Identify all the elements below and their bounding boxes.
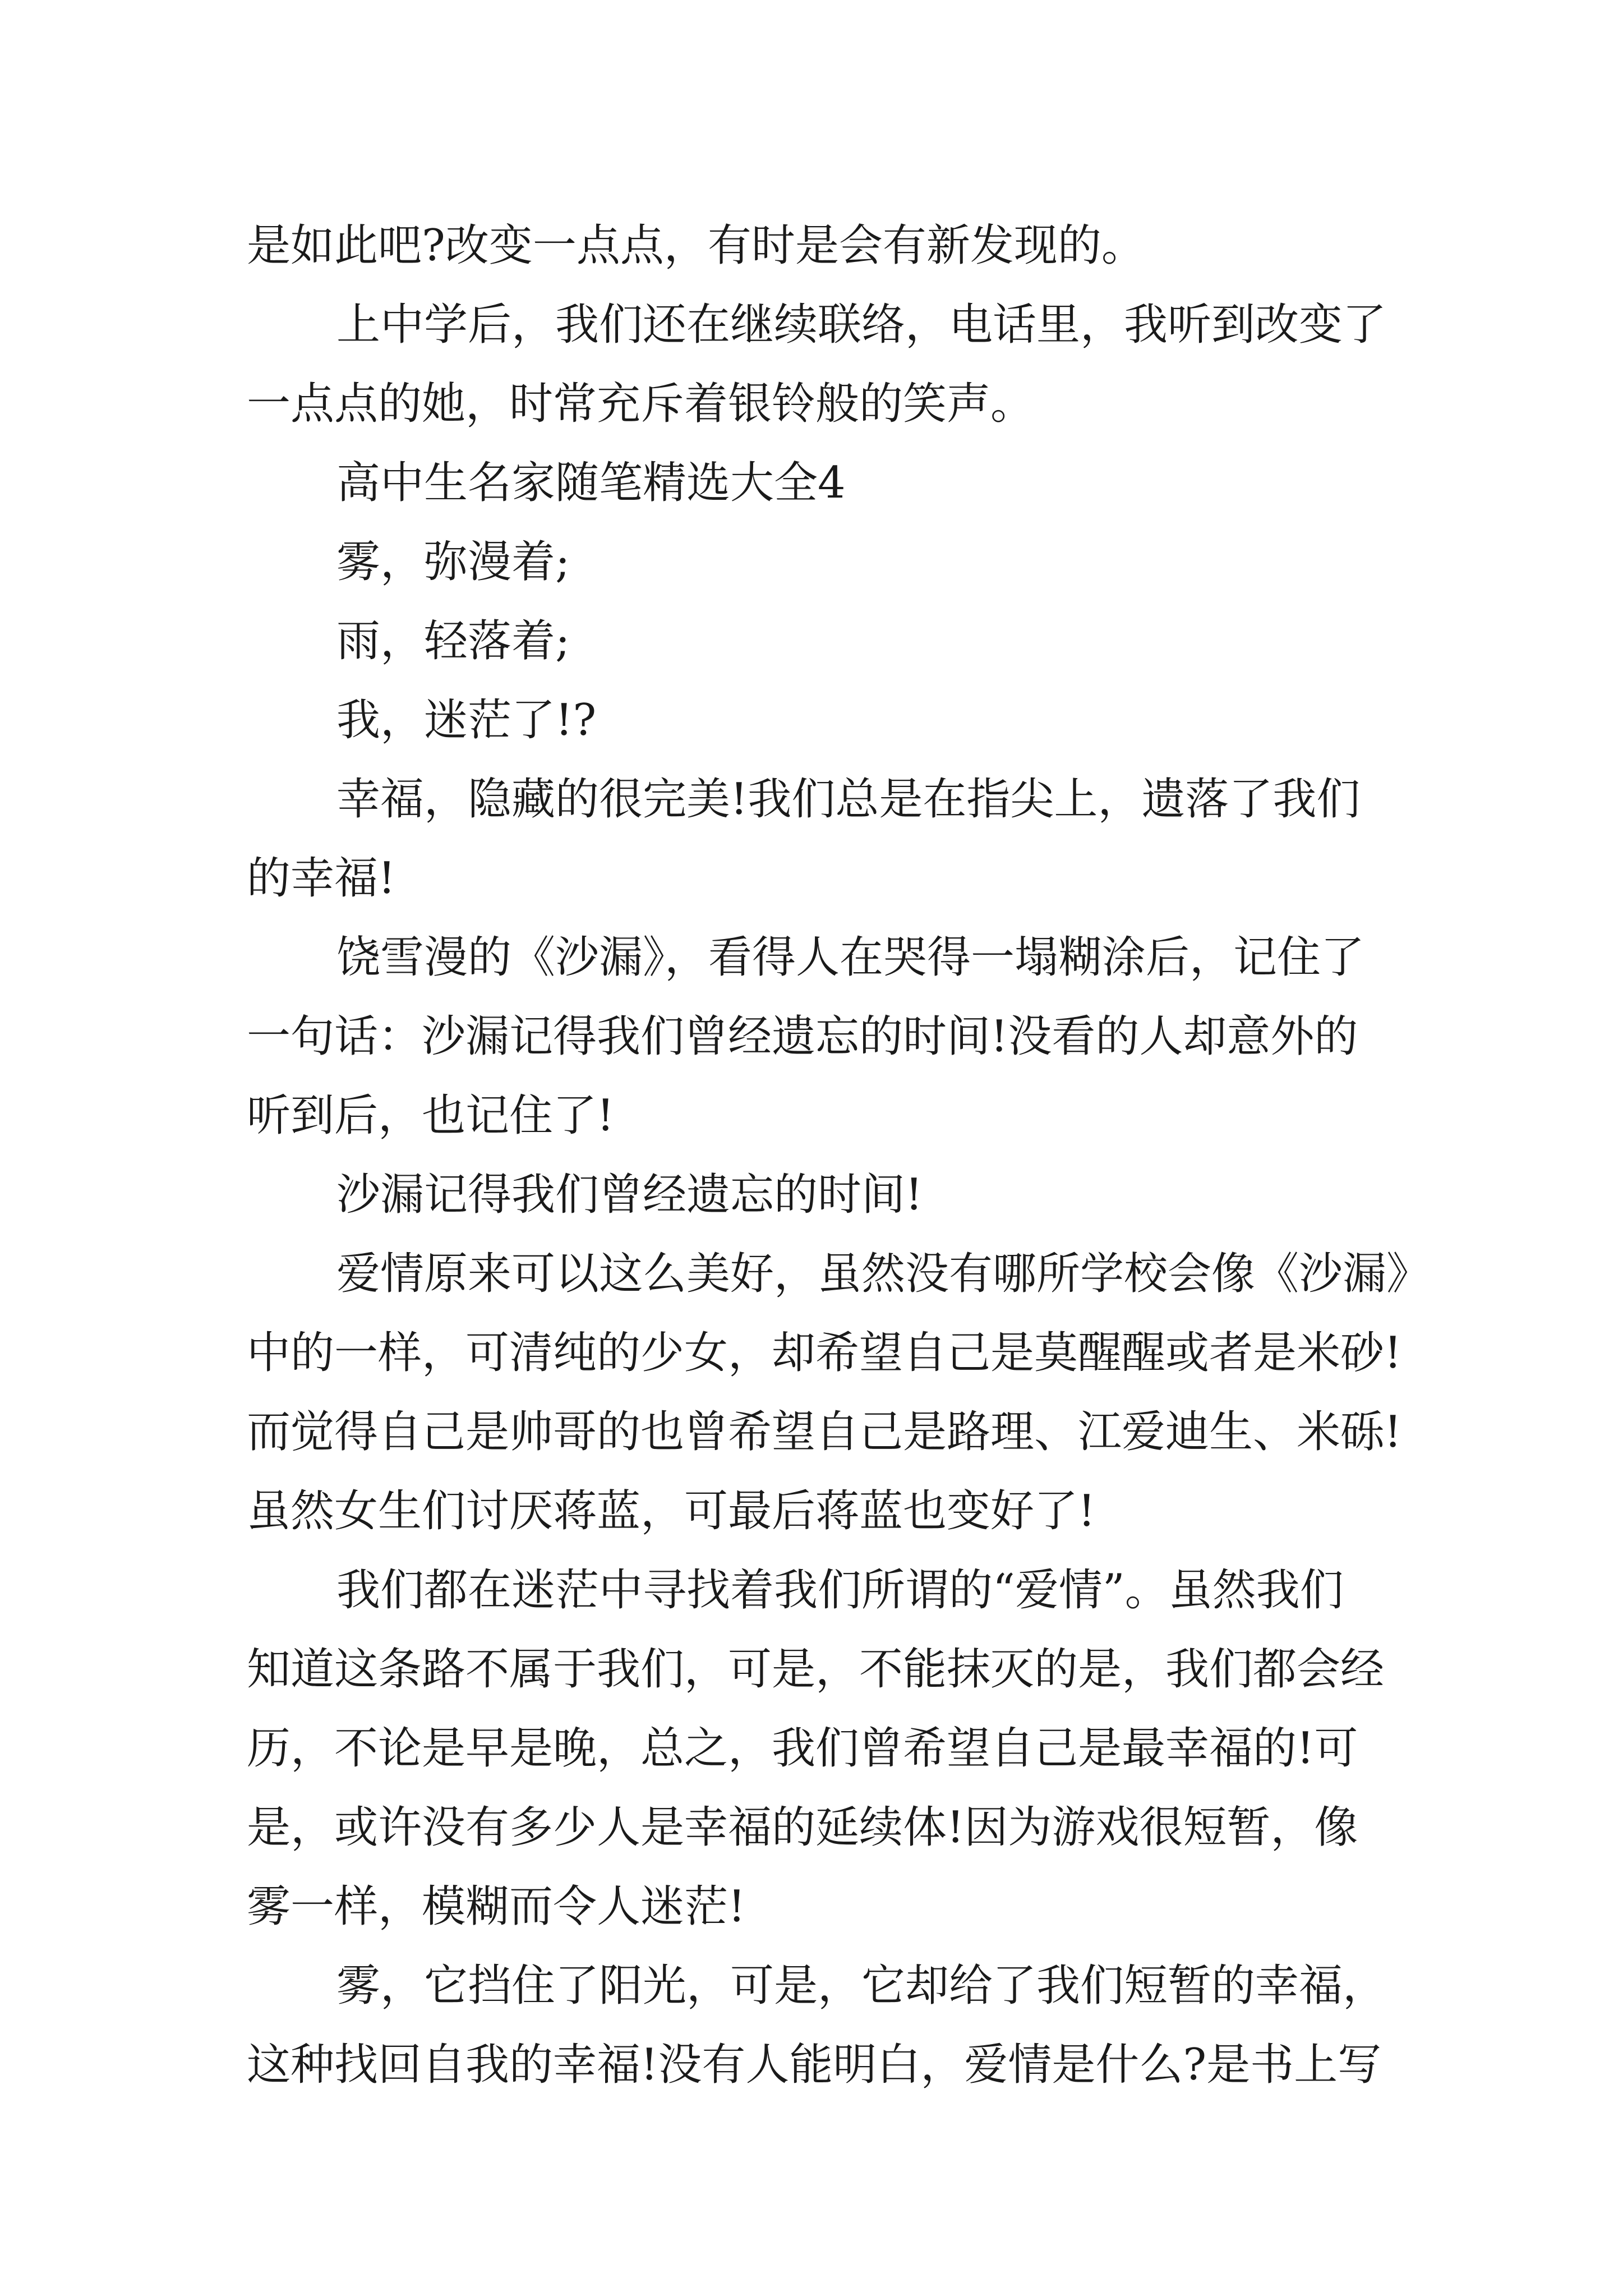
text-line: 雾，它挡住了阳光，可是，它却给了我们短暂的幸福， xyxy=(336,1961,1387,2011)
text-line: 是，或许没有多少人是幸福的延续体!因为游戏很短暂，像 xyxy=(247,1802,1358,1853)
text-line: 我，迷茫了!? xyxy=(336,695,597,746)
text-line: 一点点的她，时常充斥着银铃般的笑声。 xyxy=(247,379,1035,429)
text-line: 而觉得自己是帅哥的也曾希望自己是路理、江爱迪生、米砾! xyxy=(247,1407,1402,1457)
text-line: 饶雪漫的《沙漏》，看得人在哭得一塌糊涂后，记住了 xyxy=(336,932,1365,983)
text-line: 爱情原来可以这么美好，虽然没有哪所学校会像《沙漏》 xyxy=(336,1249,1431,1299)
text-line: 雾一样，模糊而令人迷茫! xyxy=(247,1881,746,1932)
text-line: 沙漏记得我们曾经遗忘的时间! xyxy=(336,1170,923,1220)
text-line: 雨，轻落着; xyxy=(336,616,570,666)
text-line: 知道这条路不属于我们，可是，不能抹灭的是，我们都会经 xyxy=(247,1644,1385,1695)
text-line: 雾，弥漫着; xyxy=(336,537,570,587)
text-line: 上中学后，我们还在继续联络，电话里，我听到改变了 xyxy=(336,300,1387,350)
text-line: 这种找回自我的幸福!没有人能明白，爱情是什么?是书上写 xyxy=(247,2040,1382,2090)
text-line: 我们都在迷茫中寻找着我们所谓的“爱情”。虽然我们 xyxy=(336,1565,1344,1616)
text-line: 听到后，也记住了! xyxy=(247,1091,615,1141)
text-line: 的幸福! xyxy=(247,853,396,904)
text-line: 幸福，隐藏的很完美!我们总是在指尖上，遗落了我们 xyxy=(336,774,1361,825)
section-heading: 高中生名家随笔精选大全4 xyxy=(336,458,846,508)
text-line: 是如此吧?改变一点点，有时是会有新发现的。 xyxy=(247,220,1145,271)
text-line: 一句话：沙漏记得我们曾经遗忘的时间!没看的人却意外的 xyxy=(247,1011,1358,1062)
document-body xyxy=(247,206,1431,2105)
text-line: 中的一样，可清纯的少女，却希望自己是莫醒醒或者是米砂! xyxy=(247,1328,1402,1378)
text-line: 历，不论是早是晚，总之，我们曾希望自己是最幸福的!可 xyxy=(247,1723,1358,1774)
text-line: 虽然女生们讨厌蒋蓝，可最后蒋蓝也变好了! xyxy=(247,1486,1096,1536)
